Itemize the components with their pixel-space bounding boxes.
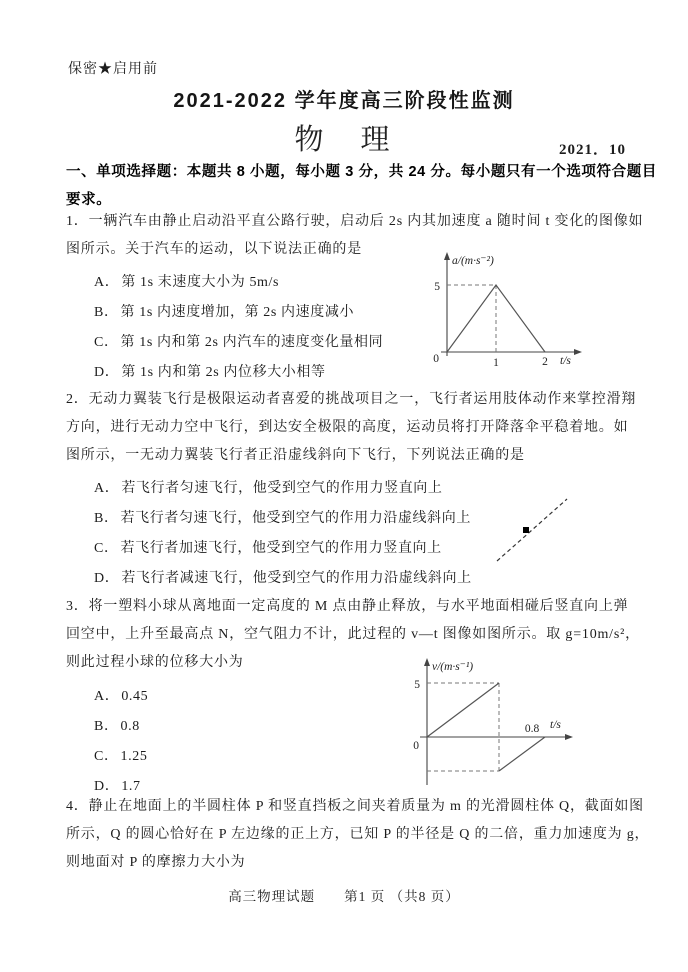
option-text: 1.7 (121, 779, 141, 794)
y-axis-label: a/(m·s⁻²) (452, 255, 494, 267)
option-text: 1.25 (120, 749, 148, 764)
option-text: 第 1s 内和第 2s 内汽车的速度变化量相同 (120, 335, 384, 350)
q1-text-line: 图所示。关于汽车的运动，以下说法正确的是 (66, 242, 362, 257)
option-label: C． (94, 749, 119, 764)
y-axis-label: v/(m·s⁻¹) (432, 661, 474, 673)
option-text: 0.8 (120, 719, 140, 734)
y-tick-5: 5 (414, 679, 420, 691)
option-label: A． (94, 481, 120, 496)
q1-option-c (94, 331, 383, 351)
q1-text-line: 1．一辆汽车由静止启动沿平直公路行驶，启动后 2s 内其加速度 a 随时间 t 变化的图像如 (66, 214, 644, 229)
q2-option-c (94, 537, 442, 557)
subject-title: 物 理 (294, 124, 394, 156)
option-label: D． (94, 571, 120, 586)
option-text: 第 1s 内和第 2s 内位移大小相等 (121, 365, 326, 380)
exam-title: 2021-2022 学年度高三阶段性监测 (173, 90, 515, 112)
q3-option-d (94, 775, 141, 795)
q1-graph-svg (426, 250, 596, 378)
q2-option-d (94, 567, 472, 587)
q4-text-line: 所示，Q 的圆心恰好在 P 左边缘的正上方，已知 P 的半径是 Q 的二倍，重力加速度为 g， (66, 827, 650, 842)
option-label: A． (94, 689, 120, 704)
q2-text-line: 2．无动力翼装飞行是极限运动者喜爱的挑战项目之一，飞行者运用肢体动作来掌控滑翔 (66, 392, 637, 407)
q2-flight-path-figure (489, 489, 584, 574)
q2-text-line: 方向，进行无动力空中飞行，到达安全极限的高度，运动员将打开降落伞平稳着地。如 (66, 420, 629, 435)
option-label: D． (94, 365, 120, 380)
q3-graph-svg (402, 655, 587, 795)
flyer-marker (523, 527, 529, 533)
section-heading-line2: 要求。 (66, 192, 112, 208)
q1-option-d (94, 361, 326, 381)
q2-option-a (94, 477, 443, 497)
rebound-velocity-line (499, 737, 545, 771)
origin-label: 0 (433, 353, 439, 365)
x-axis-label: t/s (560, 355, 571, 367)
q3-text-line: 则此过程小球的位移大小为 (66, 655, 244, 670)
option-text: 0.45 (121, 689, 149, 704)
q1-acceleration-time-graph (426, 250, 596, 378)
exam-date: 2021．10 (558, 142, 626, 158)
q3-option-b (94, 715, 140, 735)
y-axis-arrow (424, 658, 430, 666)
x-tick-2: 2 (542, 356, 548, 368)
x-tick-1: 1 (493, 357, 499, 369)
option-label: A． (94, 275, 120, 290)
q1-option-a (94, 271, 279, 291)
option-text: 若飞行者加速飞行，他受到空气的作用力竖直向上 (120, 541, 442, 556)
option-label: C． (94, 541, 119, 556)
option-text: 若飞行者匀速飞行，他受到空气的作用力沿虚线斜向上 (120, 511, 471, 526)
option-label: D． (94, 779, 120, 794)
option-text: 若飞行者减速飞行，他受到空气的作用力沿虚线斜向上 (121, 571, 472, 586)
q3-text-line: 回空中，上升至最高点 N，空气阻力不计，此过程的 v—t 图像如图所示。取 g=10m/s²， (66, 627, 640, 642)
flight-path-dashed-line (497, 499, 567, 561)
q2-text-line: 图所示，一无动力翼装飞行者正沿虚线斜向下飞行，下列说法正确的是 (66, 448, 525, 463)
secrecy-notice: 保密★启用前 (68, 62, 158, 77)
option-text: 第 1s 末速度大小为 5m/s (121, 275, 280, 290)
y-axis-arrow (444, 252, 450, 260)
q1-option-b (94, 301, 354, 321)
option-label: B． (94, 305, 119, 320)
x-axis-arrow (574, 349, 582, 355)
q4-text-line: 则地面对 P 的摩擦力大小为 (66, 855, 246, 870)
page-footer: 高三物理试题 第1 页 （共8 页） (228, 889, 460, 904)
q2-figure-svg (489, 489, 584, 574)
option-text: 若飞行者匀速飞行，他受到空气的作用力竖直向上 (121, 481, 443, 496)
option-text: 第 1s 内速度增加，第 2s 内速度减小 (120, 305, 355, 320)
fall-velocity-line (427, 683, 499, 737)
q3-option-a (94, 685, 148, 705)
option-label: C． (94, 335, 119, 350)
option-label: B． (94, 511, 119, 526)
option-label: B． (94, 719, 119, 734)
q3-text-line: 3．将一塑料小球从离地面一定高度的 M 点由静止释放，与水平地面相碰后竖直向上弹 (66, 599, 629, 614)
x-axis-arrow (565, 734, 573, 740)
y-tick-5: 5 (434, 281, 440, 293)
origin-label: 0 (413, 740, 419, 752)
q4-text-line: 4．静止在地面上的半圆柱体 P 和竖直挡板之间夹着质量为 m 的光滑圆柱体 Q，截面如图 (66, 799, 644, 814)
q2-option-b (94, 507, 471, 527)
q3-option-c (94, 745, 147, 765)
section-heading-line1: 一、单项选择题：本题共 8 小题，每小题 3 分，共 24 分。每小题只有一个选项符合题目 (66, 164, 657, 180)
x-tick-08: 0.8 (524, 723, 540, 735)
q3-velocity-time-graph (402, 655, 587, 795)
x-axis-label: t/s (550, 719, 561, 731)
